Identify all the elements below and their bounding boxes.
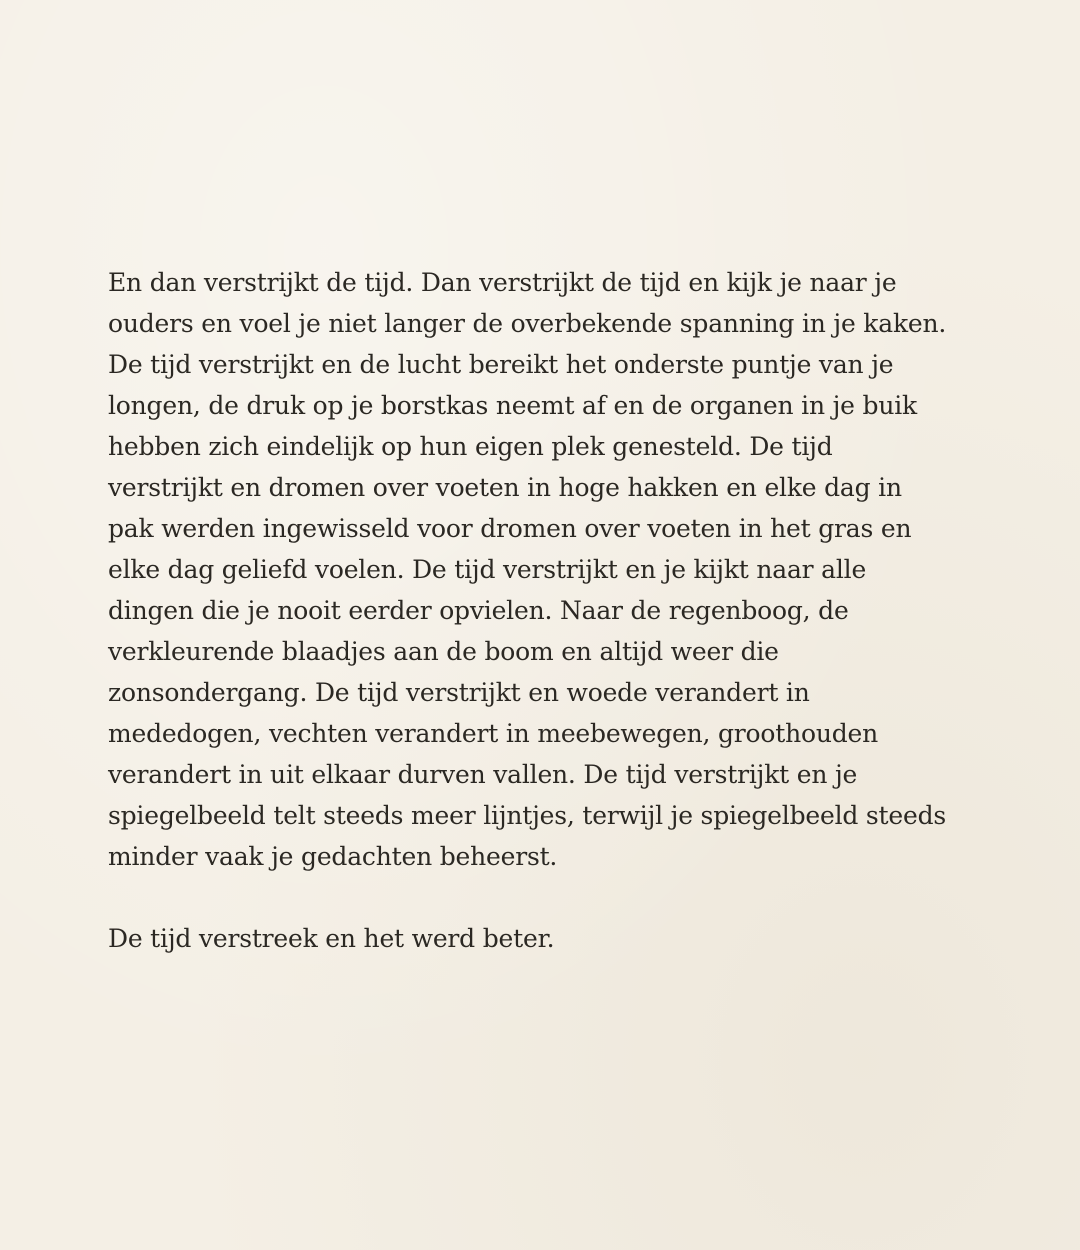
text-line: De tijd verstreek en het werd beter.: [108, 924, 555, 953]
text-line: longen, de druk op je borstkas neemt af en de organen in je buik: [108, 391, 917, 420]
text-line: zonsondergang. De tijd verstrijkt en woede verandert in: [108, 678, 810, 707]
text-line: hebben zich eindelijk op hun eigen plek genesteld. De tijd: [108, 432, 833, 461]
paragraph-main: [108, 262, 988, 877]
text-line: En dan verstrijkt de tijd. Dan verstrijkt de tijd en kijk je naar je: [108, 268, 897, 297]
text-line: verandert in uit elkaar durven vallen. De tijd verstrijkt en je: [108, 760, 858, 789]
text-body: [108, 262, 988, 959]
text-line: dingen die je nooit eerder opvielen. Naar de regenboog, de: [108, 596, 849, 625]
text-line: De tijd verstrijkt en de lucht bereikt het onderste puntje van je: [108, 350, 894, 379]
paragraph-gap: [108, 877, 988, 918]
paragraph-closing: [108, 918, 988, 959]
text-line: mededogen, vechten verandert in meebewegen, groothouden: [108, 719, 879, 748]
text-line: verstrijkt en dromen over voeten in hoge hakken en elke dag in: [108, 473, 902, 502]
text-line: pak werden ingewisseld voor dromen over voeten in het gras en: [108, 514, 912, 543]
text-line: verkleurende blaadjes aan de boom en altijd weer die: [108, 637, 779, 666]
text-line: ouders en voel je niet langer de overbekende spanning in je kaken.: [108, 309, 947, 338]
text-line: elke dag geliefd voelen. De tijd verstrijkt en je kijkt naar alle: [108, 555, 867, 584]
text-line: spiegelbeeld telt steeds meer lijntjes, terwijl je spiegelbeeld steeds: [108, 801, 947, 830]
text-line: minder vaak je gedachten beheerst.: [108, 842, 558, 871]
